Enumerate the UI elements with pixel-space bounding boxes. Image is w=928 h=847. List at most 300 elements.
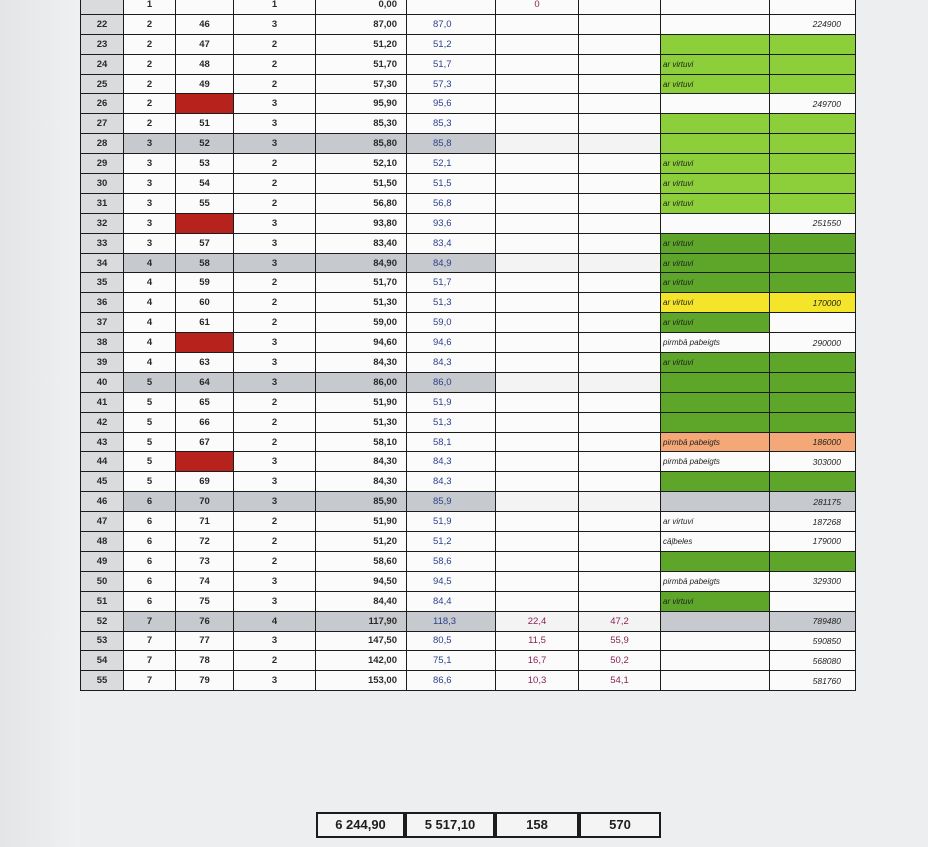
- terrace-area-cell: 11,5: [496, 631, 579, 651]
- status-note-cell: ar virtuvi: [661, 174, 770, 194]
- terrace-area-cell: [496, 273, 579, 293]
- garden-area-cell: [579, 333, 661, 353]
- floor-cell: 4: [124, 253, 176, 273]
- rooms-cell: 2: [234, 412, 316, 432]
- living-area-cell: 94,5: [407, 571, 496, 591]
- price-cell: [770, 273, 856, 293]
- table-row: [81, 174, 856, 194]
- total-area-cell: 95,90: [316, 94, 407, 114]
- status-note-cell: [661, 472, 770, 492]
- apartment-number-cell: 75: [176, 591, 234, 611]
- living-area-cell: 51,2: [407, 532, 496, 552]
- garden-area-cell: [579, 551, 661, 571]
- floor-cell: 2: [124, 94, 176, 114]
- living-area-cell: 95,6: [407, 94, 496, 114]
- garden-area-cell: [579, 512, 661, 532]
- apartment-number-cell: 47: [176, 34, 234, 54]
- garden-area-cell: [579, 94, 661, 114]
- status-note-cell: ar virtuvi: [661, 293, 770, 313]
- terrace-area-cell: [496, 174, 579, 194]
- table-row: [81, 551, 856, 571]
- apartment-number-cell: 50: [176, 94, 234, 114]
- floor-cell: 6: [124, 492, 176, 512]
- floor-cell: 2: [124, 114, 176, 134]
- row-number-cell: 41: [81, 392, 124, 412]
- living-area-cell: 118,3: [407, 611, 496, 631]
- price-cell: 251550: [770, 213, 856, 233]
- row-number-cell: 38: [81, 333, 124, 353]
- floor-cell: 7: [124, 611, 176, 631]
- living-area-cell: 58,6: [407, 551, 496, 571]
- floor-cell: 7: [124, 631, 176, 651]
- row-number-cell: 33: [81, 233, 124, 253]
- rooms-cell: 2: [234, 651, 316, 671]
- row-number-cell: 30: [81, 174, 124, 194]
- floor-cell: 5: [124, 392, 176, 412]
- floor-cell: 2: [124, 34, 176, 54]
- price-cell: [770, 54, 856, 74]
- table-row: [81, 591, 856, 611]
- floor-cell: 7: [124, 671, 176, 691]
- status-note-cell: ar virtuvi: [661, 74, 770, 94]
- total-area-cell: 147,50: [316, 631, 407, 651]
- table-row: [81, 94, 856, 114]
- status-note-cell: [661, 611, 770, 631]
- garden-area-cell: [579, 571, 661, 591]
- total-living-area: 5 517,10: [405, 812, 495, 838]
- table-row: [81, 392, 856, 412]
- price-cell: [770, 134, 856, 154]
- price-cell: [770, 233, 856, 253]
- total-area-cell: 51,30: [316, 293, 407, 313]
- total-area-cell: 85,90: [316, 492, 407, 512]
- living-area-cell: 56,8: [407, 193, 496, 213]
- apartment-number-cell: 63: [176, 353, 234, 373]
- table-row: [81, 671, 856, 691]
- garden-area-cell: [579, 532, 661, 552]
- apartment-number-cell: 74: [176, 571, 234, 591]
- price-cell: [770, 372, 856, 392]
- floor-cell: 2: [124, 14, 176, 34]
- floor-cell: 3: [124, 134, 176, 154]
- floor-cell: 5: [124, 372, 176, 392]
- garden-area-cell: 50,2: [579, 651, 661, 671]
- row-number-cell: 26: [81, 94, 124, 114]
- table-row: [81, 532, 856, 552]
- floor-cell: 5: [124, 472, 176, 492]
- rooms-cell: 2: [234, 193, 316, 213]
- table-row: [81, 293, 856, 313]
- total-area-cell: 51,70: [316, 273, 407, 293]
- table-row: [81, 333, 856, 353]
- price-cell: [770, 591, 856, 611]
- terrace-area-cell: [496, 54, 579, 74]
- row-number-cell: 44: [81, 452, 124, 472]
- row-number-cell: 52: [81, 611, 124, 631]
- terrace-area-cell: [496, 452, 579, 472]
- rooms-cell: 2: [234, 54, 316, 74]
- table-row: [81, 412, 856, 432]
- price-cell: 789480: [770, 611, 856, 631]
- table-row: [81, 54, 856, 74]
- garden-area-cell: [579, 193, 661, 213]
- price-cell: [770, 472, 856, 492]
- table-row: [81, 213, 856, 233]
- row-number-cell: [81, 0, 124, 14]
- row-number-cell: 51: [81, 591, 124, 611]
- price-cell: 179000: [770, 532, 856, 552]
- garden-area-cell: [579, 293, 661, 313]
- status-note-cell: ar virtuvi: [661, 253, 770, 273]
- price-cell: [770, 114, 856, 134]
- rooms-cell: 4: [234, 611, 316, 631]
- apartment-number-cell: 56: [176, 213, 234, 233]
- floor-cell: 5: [124, 412, 176, 432]
- table-row: [81, 631, 856, 651]
- status-note-cell: pirmbā pabeigts: [661, 333, 770, 353]
- floor-cell: 1: [124, 0, 176, 14]
- terrace-area-cell: [496, 512, 579, 532]
- status-note-cell: [661, 412, 770, 432]
- rooms-cell: 2: [234, 273, 316, 293]
- table-row: [81, 0, 856, 14]
- garden-area-cell: [579, 372, 661, 392]
- status-note-cell: [661, 372, 770, 392]
- total-area-cell: 59,00: [316, 313, 407, 333]
- apartment-number-cell: 53: [176, 154, 234, 174]
- table-row: [81, 134, 856, 154]
- total-area-cell: 142,00: [316, 651, 407, 671]
- table-row: [81, 233, 856, 253]
- row-number-cell: 35: [81, 273, 124, 293]
- living-area-cell: 58,1: [407, 432, 496, 452]
- apartment-number-cell: 49: [176, 74, 234, 94]
- status-note-cell: ar virtuvi: [661, 233, 770, 253]
- apartment-number-cell: 77: [176, 631, 234, 651]
- row-number-cell: 43: [81, 432, 124, 452]
- garden-area-cell: 54,1: [579, 671, 661, 691]
- price-cell: 290000: [770, 333, 856, 353]
- price-cell: 581760: [770, 671, 856, 691]
- terrace-area-cell: [496, 432, 579, 452]
- price-cell: [770, 193, 856, 213]
- living-area-cell: 57,3: [407, 74, 496, 94]
- status-note-cell: [661, 14, 770, 34]
- rooms-cell: 2: [234, 34, 316, 54]
- terrace-area-cell: [496, 134, 579, 154]
- status-note-cell: [661, 94, 770, 114]
- total-terrace: 158: [495, 812, 579, 838]
- table-row: [81, 74, 856, 94]
- terrace-area-cell: [496, 213, 579, 233]
- rooms-cell: 3: [234, 333, 316, 353]
- total-area-cell: 93,80: [316, 213, 407, 233]
- living-area-cell: 51,3: [407, 293, 496, 313]
- garden-area-cell: [579, 353, 661, 373]
- row-number-cell: 34: [81, 253, 124, 273]
- price-cell: [770, 412, 856, 432]
- rooms-cell: 2: [234, 532, 316, 552]
- total-area: 6 244,90: [316, 812, 405, 838]
- apartment-table: [80, 0, 856, 691]
- price-cell: 170000: [770, 293, 856, 313]
- status-note-cell: ar virtuvi: [661, 54, 770, 74]
- status-note-cell: ar virtuvi: [661, 512, 770, 532]
- rooms-cell: 3: [234, 492, 316, 512]
- garden-area-cell: [579, 233, 661, 253]
- table-row: [81, 154, 856, 174]
- terrace-area-cell: [496, 353, 579, 373]
- apartment-number-cell: 52: [176, 134, 234, 154]
- living-area-cell: 51,7: [407, 54, 496, 74]
- apartment-number-cell: 71: [176, 512, 234, 532]
- apartment-number-cell: 76: [176, 611, 234, 631]
- status-note-cell: [661, 392, 770, 412]
- living-area-cell: 51,9: [407, 392, 496, 412]
- garden-area-cell: [579, 432, 661, 452]
- price-cell: 568080: [770, 651, 856, 671]
- garden-area-cell: [579, 452, 661, 472]
- living-area-cell: 87,0: [407, 14, 496, 34]
- rooms-cell: 3: [234, 253, 316, 273]
- apartment-number-cell: 79: [176, 671, 234, 691]
- row-number-cell: 24: [81, 54, 124, 74]
- row-number-cell: 25: [81, 74, 124, 94]
- apartment-number-cell: 55: [176, 193, 234, 213]
- table-row: [81, 472, 856, 492]
- rooms-cell: 3: [234, 472, 316, 492]
- total-area-cell: 51,20: [316, 34, 407, 54]
- status-note-cell: ar virtuvi: [661, 193, 770, 213]
- terrace-area-cell: [496, 74, 579, 94]
- total-area-cell: 84,30: [316, 472, 407, 492]
- price-cell: [770, 34, 856, 54]
- rooms-cell: 2: [234, 392, 316, 412]
- apartment-number-cell: 66: [176, 412, 234, 432]
- apartment-number-cell: 61: [176, 313, 234, 333]
- garden-area-cell: [579, 0, 661, 14]
- living-area-cell: 84,9: [407, 253, 496, 273]
- row-number-cell: 32: [81, 213, 124, 233]
- apartment-number-cell: 68: [176, 452, 234, 472]
- garden-area-cell: [579, 213, 661, 233]
- terrace-area-cell: [496, 14, 579, 34]
- apartment-number-cell: [176, 0, 234, 14]
- living-area-cell: 83,4: [407, 233, 496, 253]
- total-area-cell: 86,00: [316, 372, 407, 392]
- status-note-cell: [661, 134, 770, 154]
- rooms-cell: 3: [234, 353, 316, 373]
- apartment-number-cell: 54: [176, 174, 234, 194]
- total-area-cell: 58,10: [316, 432, 407, 452]
- price-cell: [770, 154, 856, 174]
- status-note-cell: [661, 114, 770, 134]
- rooms-cell: 2: [234, 293, 316, 313]
- living-area-cell: 84,3: [407, 353, 496, 373]
- row-number-cell: 46: [81, 492, 124, 512]
- total-area-cell: 57,30: [316, 74, 407, 94]
- total-area-cell: 94,50: [316, 571, 407, 591]
- garden-area-cell: [579, 273, 661, 293]
- total-area-cell: 51,90: [316, 392, 407, 412]
- terrace-area-cell: 0: [496, 0, 579, 14]
- status-note-cell: [661, 551, 770, 571]
- floor-cell: 2: [124, 54, 176, 74]
- row-number-cell: 47: [81, 512, 124, 532]
- table-row: [81, 452, 856, 472]
- rooms-cell: 2: [234, 432, 316, 452]
- garden-area-cell: [579, 492, 661, 512]
- living-area-cell: 94,6: [407, 333, 496, 353]
- table-row: [81, 432, 856, 452]
- apartment-number-cell: 46: [176, 14, 234, 34]
- status-note-cell: [661, 492, 770, 512]
- garden-area-cell: [579, 114, 661, 134]
- row-number-cell: 36: [81, 293, 124, 313]
- living-area-cell: 84,4: [407, 591, 496, 611]
- table-row: [81, 313, 856, 333]
- terrace-area-cell: [496, 472, 579, 492]
- rooms-cell: 3: [234, 233, 316, 253]
- terrace-area-cell: [496, 293, 579, 313]
- floor-cell: 6: [124, 551, 176, 571]
- row-number-cell: 50: [81, 571, 124, 591]
- total-area-cell: 83,40: [316, 233, 407, 253]
- rooms-cell: 3: [234, 114, 316, 134]
- rooms-cell: 1: [234, 0, 316, 14]
- rooms-cell: 2: [234, 512, 316, 532]
- row-number-cell: 48: [81, 532, 124, 552]
- floor-cell: 5: [124, 452, 176, 472]
- garden-area-cell: 55,9: [579, 631, 661, 651]
- living-area-cell: 86,0: [407, 372, 496, 392]
- total-area-cell: 51,20: [316, 532, 407, 552]
- terrace-area-cell: [496, 154, 579, 174]
- rooms-cell: 2: [234, 551, 316, 571]
- living-area-cell: 51,9: [407, 512, 496, 532]
- paper-background: [0, 0, 80, 847]
- terrace-area-cell: [496, 571, 579, 591]
- row-number-cell: 37: [81, 313, 124, 333]
- terrace-area-cell: [496, 532, 579, 552]
- status-note-cell: [661, 34, 770, 54]
- row-number-cell: 39: [81, 353, 124, 373]
- total-area-cell: 56,80: [316, 193, 407, 213]
- floor-cell: 3: [124, 154, 176, 174]
- rooms-cell: 2: [234, 74, 316, 94]
- garden-area-cell: [579, 412, 661, 432]
- row-number-cell: 49: [81, 551, 124, 571]
- table-row: [81, 492, 856, 512]
- living-area-cell: 85,9: [407, 492, 496, 512]
- terrace-area-cell: [496, 551, 579, 571]
- row-number-cell: 29: [81, 154, 124, 174]
- garden-area-cell: [579, 392, 661, 412]
- price-cell: 281175: [770, 492, 856, 512]
- living-area-cell: 85,8: [407, 134, 496, 154]
- rooms-cell: 3: [234, 671, 316, 691]
- total-garden: 570: [579, 812, 661, 838]
- price-cell: 329300: [770, 571, 856, 591]
- apartment-number-cell: 73: [176, 551, 234, 571]
- terrace-area-cell: [496, 253, 579, 273]
- living-area-cell: 51,2: [407, 34, 496, 54]
- total-area-cell: 51,30: [316, 412, 407, 432]
- floor-cell: 2: [124, 74, 176, 94]
- rooms-cell: 3: [234, 452, 316, 472]
- price-cell: 590850: [770, 631, 856, 651]
- terrace-area-cell: [496, 492, 579, 512]
- terrace-area-cell: [496, 591, 579, 611]
- terrace-area-cell: [496, 372, 579, 392]
- price-cell: [770, 253, 856, 273]
- garden-area-cell: [579, 313, 661, 333]
- garden-area-cell: [579, 472, 661, 492]
- row-number-cell: 42: [81, 412, 124, 432]
- total-area-cell: 58,60: [316, 551, 407, 571]
- status-note-cell: ar virtuvi: [661, 313, 770, 333]
- floor-cell: 3: [124, 193, 176, 213]
- status-note-cell: [661, 671, 770, 691]
- garden-area-cell: [579, 34, 661, 54]
- price-cell: [770, 313, 856, 333]
- apartment-number-cell: 70: [176, 492, 234, 512]
- total-area-cell: 85,80: [316, 134, 407, 154]
- terrace-area-cell: [496, 412, 579, 432]
- rooms-cell: 3: [234, 591, 316, 611]
- apartment-number-cell: 72: [176, 532, 234, 552]
- apartment-number-cell: 78: [176, 651, 234, 671]
- garden-area-cell: [579, 591, 661, 611]
- table-row: [81, 114, 856, 134]
- status-note-cell: ar virtuvi: [661, 273, 770, 293]
- terrace-area-cell: [496, 333, 579, 353]
- floor-cell: 4: [124, 273, 176, 293]
- floor-cell: 6: [124, 571, 176, 591]
- price-cell: [770, 174, 856, 194]
- total-area-cell: 84,30: [316, 452, 407, 472]
- price-cell: 249700: [770, 94, 856, 114]
- status-note-cell: [661, 0, 770, 14]
- row-number-cell: 40: [81, 372, 124, 392]
- row-number-cell: 54: [81, 651, 124, 671]
- table-row: [81, 273, 856, 293]
- living-area-cell: 75,1: [407, 651, 496, 671]
- apartment-number-cell: 62: [176, 333, 234, 353]
- floor-cell: 4: [124, 293, 176, 313]
- total-area-cell: 117,90: [316, 611, 407, 631]
- table-row: [81, 611, 856, 631]
- total-area-cell: 84,40: [316, 591, 407, 611]
- price-cell: 187268: [770, 512, 856, 532]
- price-cell: [770, 0, 856, 14]
- table-row: [81, 193, 856, 213]
- rooms-cell: 3: [234, 14, 316, 34]
- terrace-area-cell: 16,7: [496, 651, 579, 671]
- price-cell: [770, 74, 856, 94]
- living-area-cell: 51,3: [407, 412, 496, 432]
- rooms-cell: 3: [234, 134, 316, 154]
- terrace-area-cell: [496, 313, 579, 333]
- total-area-cell: 51,70: [316, 54, 407, 74]
- terrace-area-cell: [496, 233, 579, 253]
- apartment-number-cell: 57: [176, 233, 234, 253]
- garden-area-cell: [579, 174, 661, 194]
- living-area-cell: 59,0: [407, 313, 496, 333]
- floor-cell: 3: [124, 174, 176, 194]
- total-area-cell: 84,30: [316, 353, 407, 373]
- apartment-number-cell: 65: [176, 392, 234, 412]
